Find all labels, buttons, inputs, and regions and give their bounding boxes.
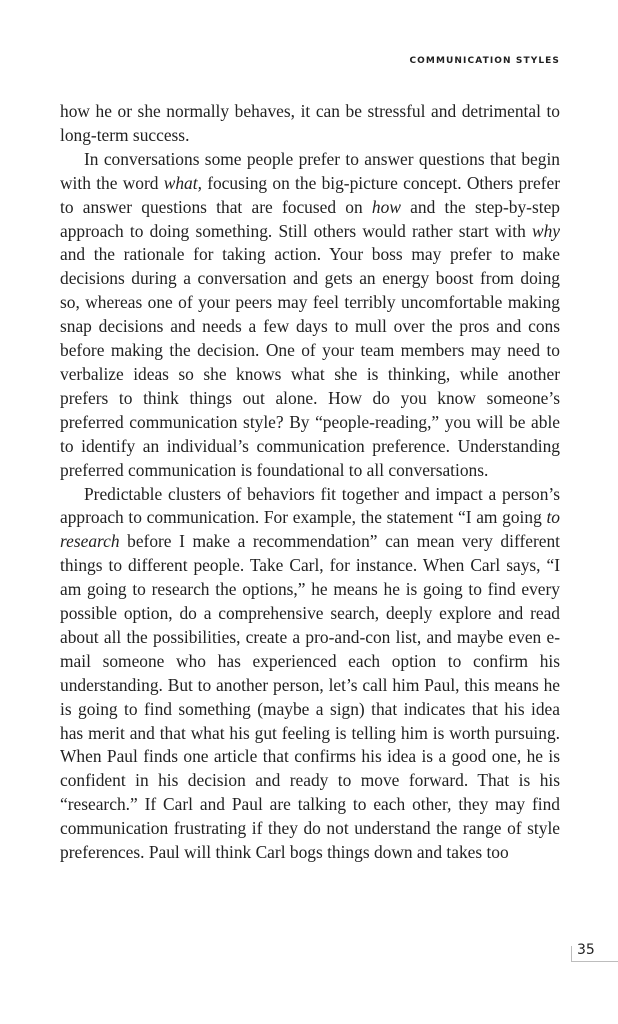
paragraph-2-text-c: focusing on the big-picture concept. Others prefer to answer questions that are focused on	[60, 172, 560, 217]
body-text	[60, 100, 560, 865]
paragraph-3-italic-to-research: to research	[60, 507, 560, 552]
paragraph-2-italic-how: how	[371, 196, 401, 217]
page-number: 35	[577, 942, 595, 958]
paragraph-2-text-e: and the step-by-step approach to doing something. Still others would rather start with	[60, 196, 560, 241]
paragraph-2	[60, 148, 560, 483]
paragraph-3-text-a: Predictable clusters of behaviors fit together and impact a person’s approach to communication. For example, the statement “I am going	[60, 483, 560, 528]
running-head: COMMUNICATION STYLES	[409, 56, 560, 66]
paragraph-2-italic-why: why	[531, 220, 560, 241]
folio-rule	[571, 961, 618, 962]
paragraph-3-text-c: before I make a recommendation” can mean very different things to different people. Take Carl, for instance. When Carl says, “I am going to research the options,” he means he is going to find every possible option, do a comprehensive search, deeply explore and read about all the possibilities, create a pro-and-con list, and maybe even e-mail someone who has experienced each option to confirm his understanding. But to another person, let’s call him Paul, this means he is going to find something (maybe a sign) that indicates that his idea has merit and that what his gut feeling is telling him is worth pursuing. When Paul finds one article that confirms his idea is a good one, he is confident in his decision and ready to move forward. That is his “research.” If Carl and Paul are talking to each other, they may find communication frustrating if they do not understand the range of style preferences. Paul will think Carl bogs things down and takes too	[60, 531, 560, 863]
paragraph-2-text-g: and the rationale for taking action. Your boss may prefer to make decisions during a conversation and gets an energy boost from doing so, whereas one of your peers may feel terribly uncomfortable making snap decisions and needs a few days to mull over the pros and cons before making the decision. One of your team members may need to verbalize ideas so she knows what she is thinking, while another prefers to think things out alone. How do you know someone’s preferred communication style? By “people-reading,” you will be able to identify an individual’s communication preference. Understanding preferred communication is foundational to all conversations.	[60, 244, 560, 480]
paragraph-2-text-a: In conversations some people prefer to answer questions that begin with the word	[60, 148, 560, 193]
folio-tick	[571, 946, 572, 962]
paragraph-2-italic-what: what,	[163, 172, 202, 193]
paragraph-1: how he or she normally behaves, it can be stressful and detrimental to long-term success.	[60, 101, 560, 145]
paragraph-3	[60, 483, 560, 866]
